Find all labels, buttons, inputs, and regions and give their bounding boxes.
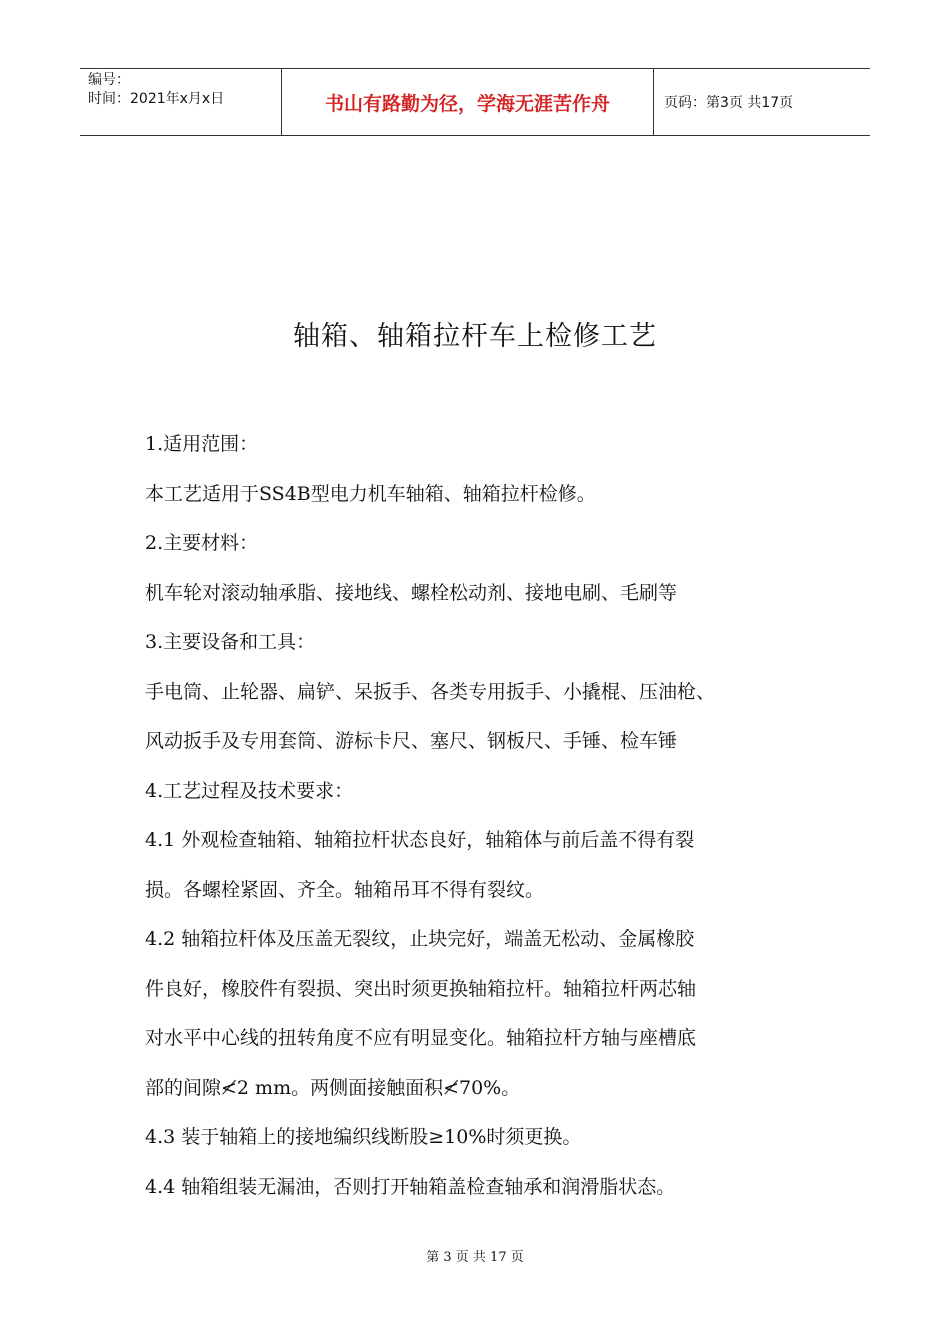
body-line: 4.1 外观检查轴箱、轴箱拉杆状态良好，轴箱体与前后盖不得有裂 — [145, 829, 695, 851]
page-header — [80, 68, 870, 136]
document-date-label: 时间：2021年x月x日 — [88, 91, 225, 107]
header-page-info: 页码：第3页 共17页 — [664, 95, 794, 111]
body-line: 部的间隙≮2 mm。两侧面接触面积≮70%。 — [145, 1076, 521, 1099]
body-line: 1.适用范围： — [145, 433, 259, 455]
body-line: 2.主要材料： — [145, 532, 259, 554]
body-line: 本工艺适用于SS4B型电力机车轴箱、轴箱拉杆检修。 — [145, 482, 596, 505]
body-line: 4.2 轴箱拉杆体及压盖无裂纹，止块完好，端盖无松动、金属橡胶 — [145, 928, 695, 950]
body-line: 4.4 轴箱组装无漏油，否则打开轴箱盖检查轴承和润滑脂状态。 — [145, 1175, 676, 1198]
body-line: 3.主要设备和工具： — [145, 631, 316, 653]
body-line: 4.3 装于轴箱上的接地编织线断股≥10%时须更换。 — [145, 1126, 582, 1148]
document-body — [145, 420, 815, 1212]
body-line: 损。各螺栓紧固、齐全。轴箱吊耳不得有裂纹。 — [145, 878, 545, 901]
body-line: 对水平中心线的扭转角度不应有明显变化。轴箱拉杆方轴与座槽底 — [145, 1027, 697, 1049]
header-meta — [80, 69, 282, 135]
body-line: 手电筒、止轮器、扁铲、呆扳手、各类专用扳手、小撬棍、压油枪、 — [145, 680, 716, 703]
body-line: 风动扳手及专用套筒、游标卡尺、塞尺、钢板尺、手锤、检车锤 — [145, 730, 678, 752]
body-line: 4.工艺过程及技术要求： — [145, 779, 354, 802]
page-footer: 第 3 页 共 17 页 — [426, 1250, 524, 1265]
body-line: 件良好，橡胶件有裂损、突出时须更换轴箱拉杆。轴箱拉杆两芯轴 — [145, 977, 697, 1000]
header-motto: 书山有路勤为径，学海无涯苦作舟 — [282, 69, 654, 135]
document-number-label: 编号： — [88, 72, 130, 88]
document-title: 轴箱、轴箱拉杆车上检修工艺 — [293, 321, 657, 352]
body-line: 机车轮对滚动轴承脂、接地线、螺栓松动剂、接地电刷、毛刷等 — [145, 581, 678, 604]
